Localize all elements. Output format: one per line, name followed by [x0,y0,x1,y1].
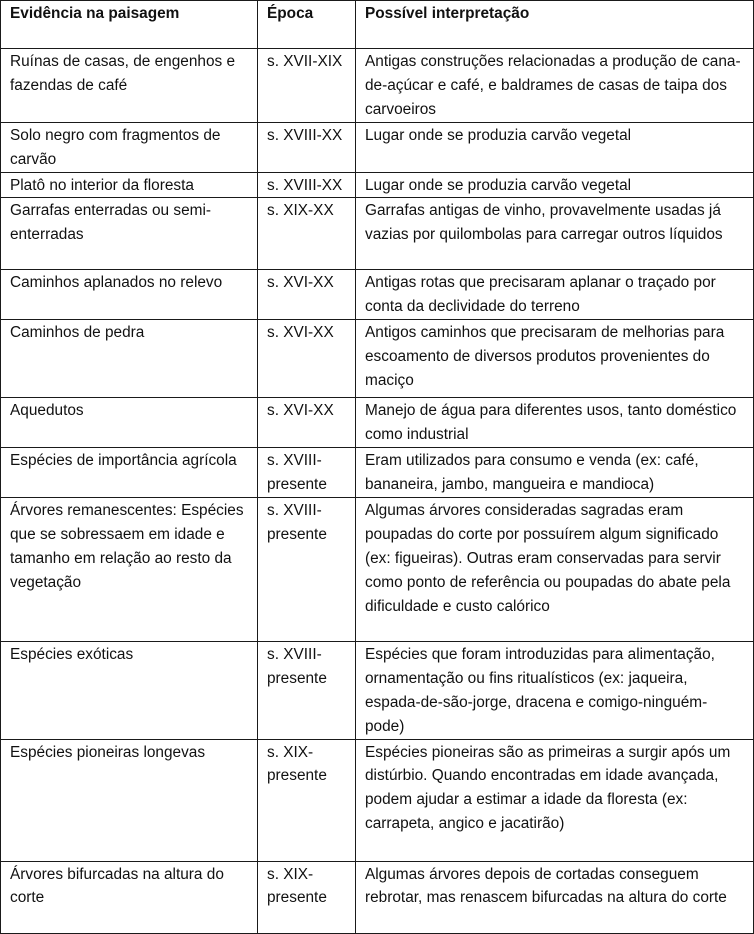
cell-evidence: Espécies pioneiras longevas [1,739,258,861]
cell-period: s. XVII-XIX [258,49,356,123]
cell-evidence: Caminhos aplanados no relevo [1,270,258,320]
cell-interpretation: Espécies pioneiras são as primeiras a surgir após um distúrbio. Quando encontradas em idade avançada, podem ajudar a estimar a idade da floresta (ex: carrapeta, angico e jacatirão) [356,739,754,861]
cell-evidence: Ruínas de casas, de engenhos e fazendas de café [1,49,258,123]
cell-evidence: Espécies exóticas [1,641,258,739]
table-row [1,172,754,198]
cell-interpretation: Algumas árvores depois de cortadas conseguem rebrotar, mas renascem bifurcadas na altura do corte [356,861,754,933]
table-row [1,448,754,498]
table-row [1,49,754,123]
cell-period: s. XVIII-presente [258,641,356,739]
table-row [1,398,754,448]
table-row [1,320,754,398]
cell-interpretation: Lugar onde se produzia carvão vegetal [356,122,754,172]
cell-period: s. XVI-XX [258,270,356,320]
cell-evidence: Platô no interior da floresta [1,172,258,198]
cell-period: s. XVIII-presente [258,448,356,498]
cell-period: s. XIX-XX [258,198,356,270]
cell-interpretation: Lugar onde se produzia carvão vegetal [356,172,754,198]
header-evidence: Evidência na paisagem [1,1,258,49]
cell-evidence: Solo negro com fragmentos de carvão [1,122,258,172]
table-header-row [1,1,754,49]
cell-period: s. XVIII-XX [258,172,356,198]
cell-period: s. XVIII-XX [258,122,356,172]
cell-evidence: Aquedutos [1,398,258,448]
table-row [1,739,754,861]
cell-evidence: Árvores remanescentes: Espécies que se sobressaem em idade e tamanho em relação ao resto da vegetação [1,497,258,641]
header-interpretation: Possível interpretação [356,1,754,49]
table-row [1,270,754,320]
cell-interpretation: Algumas árvores consideradas sagradas eram poupadas do corte por possuírem algum significado (ex: figueiras). Outras eram conservadas para servir como ponto de referência ou poupadas do abate pela dificuldade e custo calórico [356,497,754,641]
cell-period: s. XIX-presente [258,739,356,861]
header-period: Época [258,1,356,49]
cell-evidence: Caminhos de pedra [1,320,258,398]
cell-interpretation: Manejo de água para diferentes usos, tanto doméstico como industrial [356,398,754,448]
cell-interpretation: Antigas construções relacionadas a produção de cana-de-açúcar e café, e baldrames de casas de taipa dos carvoeiros [356,49,754,123]
table-row [1,861,754,933]
cell-interpretation: Garrafas antigas de vinho, provavelmente usadas já vazias por quilombolas para carregar outros líquidos [356,198,754,270]
cell-evidence: Espécies de importância agrícola [1,448,258,498]
cell-interpretation: Espécies que foram introduzidas para alimentação, ornamentação ou fins ritualísticos (ex: jaqueira, espada-de-são-jorge, dracena e comigo-ninguém-pode) [356,641,754,739]
cell-evidence: Árvores bifurcadas na altura do corte [1,861,258,933]
table-row [1,641,754,739]
cell-period: s. XIX-presente [258,861,356,933]
cell-period: s. XVI-XX [258,398,356,448]
table-row [1,497,754,641]
cell-interpretation: Eram utilizados para consumo e venda (ex: café, bananeira, jambo, mangueira e mandioca) [356,448,754,498]
table-row [1,122,754,172]
cell-period: s. XVIII-presente [258,497,356,641]
cell-interpretation: Antigas rotas que precisaram aplanar o traçado por conta da declividade do terreno [356,270,754,320]
table-row [1,198,754,270]
cell-evidence: Garrafas enterradas ou semi-enterradas [1,198,258,270]
cell-period: s. XVI-XX [258,320,356,398]
cell-interpretation: Antigos caminhos que precisaram de melhorias para escoamento de diversos produtos provenientes do maciço [356,320,754,398]
